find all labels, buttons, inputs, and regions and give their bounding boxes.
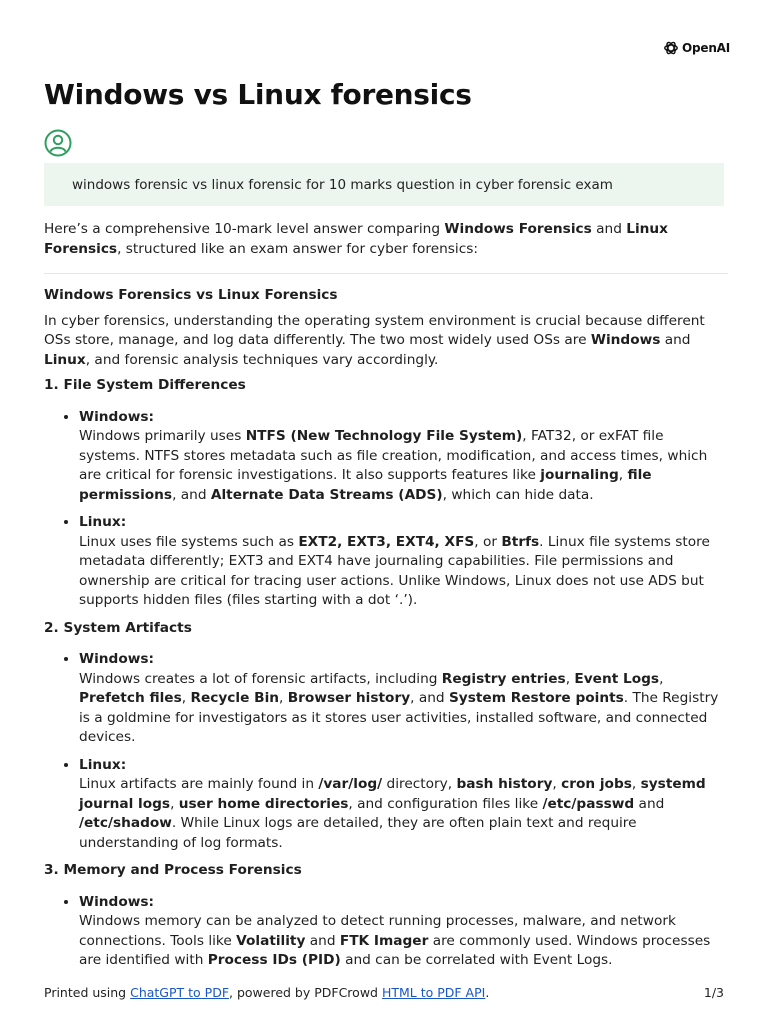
user-prompt-box bbox=[44, 163, 724, 206]
user-avatar bbox=[44, 129, 72, 161]
page-number: 1/3 bbox=[703, 985, 724, 1000]
memory-process-list bbox=[44, 893, 728, 971]
user-prompt-text: windows forensic vs linux forensic for 10 marks question in cyber forensic exam bbox=[72, 176, 613, 193]
page-title: Windows vs Linux forensics bbox=[44, 78, 472, 111]
html-to-pdf-api-link[interactable]: HTML to PDF API bbox=[381, 985, 486, 1000]
footer-middle: , powered by PDFCrowd bbox=[229, 985, 382, 1000]
section-heading-memory-process: 3. Memory and Process Forensics bbox=[44, 862, 302, 878]
section-heading-file-system: 1. File System Differences bbox=[44, 377, 246, 393]
list-item-windows: • Windows: Windows primarily uses NTFS (New Technology File System), FAT32, or exFAT file systems. NTFS stores metadata such as file creation, modification, and access times, which are critical for forensic investigations. It also supports features like journaling, file permissions, and Alternate Data Streams (ADS), which can hide data. bbox=[79, 408, 728, 506]
list-item-linux: • Linux: Linux artifacts are mainly found in /var/log/ directory, bash history, cron jobs, systemd journal logs, user home directories, and configuration files like /etc/passwd and /etc/shadow. While Linux logs are detailed, they are often plain text and require understanding of log formats. bbox=[79, 756, 728, 854]
chatgpt-to-pdf-link[interactable]: ChatGPT to PDF bbox=[130, 985, 230, 1000]
footer-suffix: . bbox=[485, 985, 490, 1000]
overview-paragraph: In cyber forensics, understanding the operating system environment is crucial because different OSs store, manage, and log data differently. The two most widely used OSs are Windows and Linux, and forensic analysis techniques vary accordingly. bbox=[44, 312, 705, 368]
list-item-linux: • Linux: Linux uses file systems such as EXT2, EXT3, EXT4, XFS, or Btrfs. Linux file systems store metadata differently; EXT3 and EXT4 have journaling capabilities. File permissions and ownership are critical for tracing user actions. Unlike Windows, Linux does not use ADS but supports hidden files (files starting with a dot ‘.’). bbox=[79, 513, 728, 611]
list-item-windows: • Windows: Windows memory can be analyzed to detect running processes, malware, and network connections. Tools like Volatility and FTK Imager are commonly used. Windows processes are identified with Process IDs (PID) and can be correlated with Event Logs. bbox=[79, 893, 728, 971]
openai-logo bbox=[663, 40, 730, 56]
answer-content bbox=[44, 220, 728, 979]
list-item-windows: • Windows: Windows creates a lot of forensic artifacts, including Registry entries, Event Logs, Prefetch files, Recycle Bin, Browser history, and System Restore points. The Registry is a goldmine for investigators as it stores user activities, installed software, and connected devices. bbox=[79, 650, 728, 748]
answer-heading: Windows Forensics vs Linux Forensics bbox=[44, 287, 338, 303]
file-system-list bbox=[44, 408, 728, 611]
page-footer bbox=[44, 985, 724, 1000]
intro-paragraph: Here’s a comprehensive 10-mark level answer comparing Windows Forensics and Linux Forensics, structured like an exam answer for cyber forensics: bbox=[44, 221, 668, 257]
logo-text: OpenAI bbox=[682, 41, 731, 55]
user-avatar-icon bbox=[44, 129, 72, 157]
footer-prefix: Printed using bbox=[44, 985, 131, 1000]
section-heading-system-artifacts: 2. System Artifacts bbox=[44, 619, 192, 636]
system-artifacts-list bbox=[44, 650, 728, 853]
openai-knot-icon bbox=[663, 40, 679, 56]
divider bbox=[44, 273, 728, 274]
